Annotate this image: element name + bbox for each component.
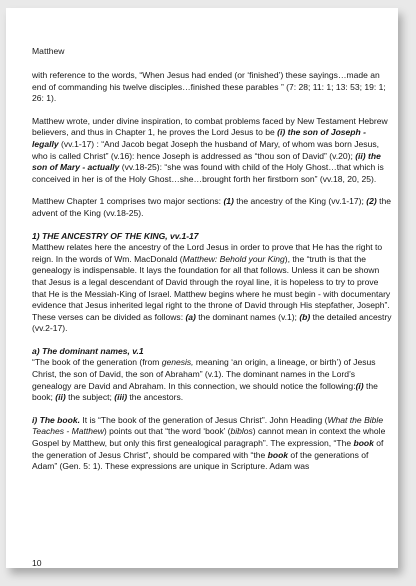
emphasis-run: (a) <box>185 311 196 322</box>
emphasis-run: biblos <box>230 426 253 437</box>
page-body <box>32 70 392 473</box>
book-page <box>6 8 398 568</box>
emphasis-run: (i) <box>355 380 364 391</box>
emphasis-run: i) The book. <box>32 414 80 425</box>
paragraph <box>32 242 392 335</box>
paragraph <box>32 70 392 105</box>
paragraph <box>32 357 392 403</box>
text-run: ), the “truth is that the genealogy is indispensable. It lays the foundation for all that follows. Unless it can be shown that Jesus is a legal descendant of David through the royal line, it is hopeless to try to prove that He is the Messiah-King of Israel. Matthew begins where he must begin - with documentary evidence that Jesus inherited legal right to the throne of David through His stepfather, Joseph”. These verses can be divided as follows: <box>32 253 391 322</box>
text-run: Matthew relates here the ancestry of the Lord Jesus in order to prove that He has the right to reign. In the words of Wm. MacDonald ( <box>32 242 383 264</box>
text-run: (vv.18-25): “she was found with child of the Holy Ghost…that which is conceived in her is of the Holy Ghost…she…brought forth her firstborn son” (vv.18, 20, 25). <box>32 162 384 184</box>
text-run: of the generation of Jesus Christ”, should be compared with “the <box>32 438 384 460</box>
emphasis-run: (ii) the son of Mary - actually <box>32 150 381 173</box>
text-run: “The book of the generation (from <box>32 357 162 368</box>
text-run: of the generations of Adam” (Gen. 5: 1). These expressions are unique in Scripture. Adam was <box>32 449 369 472</box>
emphasis-run: Matthew: Behold your King <box>182 253 285 264</box>
text-run: ) cannot mean in context the whole Gospel by Matthew, but only this first genealogical paragraph”. The expression, “The <box>32 426 386 449</box>
text-run: the detailed ancestry (vv.2-17). <box>32 311 392 334</box>
text-run: the advent of the King (vv.18-25). <box>32 196 391 218</box>
section-heading: 1) THE ANCESTRY OF THE KING, vv.1-17 <box>32 230 199 241</box>
paragraph <box>32 196 392 219</box>
text-run: the dominant names (v.1); <box>195 311 300 322</box>
paragraph <box>32 415 392 473</box>
text-run: ) points out that “the word ‘book’ ( <box>103 426 231 437</box>
emphasis-run: (2) <box>366 196 377 207</box>
text-run: the book; <box>32 380 378 403</box>
text-run: Matthew Chapter 1 comprises two major sections: <box>32 196 224 207</box>
paragraph <box>32 116 392 186</box>
emphasis-run: (b) <box>299 311 311 322</box>
subsection-heading: a) The dominant names, v.1 <box>32 345 144 356</box>
page-number: 10 <box>32 558 42 568</box>
emphasis-run: (1) <box>223 196 234 207</box>
text-run: meaning ‘an origin, a lineage, or birth’) of Jesus Christ, the son of David, the son of Abraham” (v.1). The dominant names in the Lord’s genealogy are David and Abraham. In this connection, we should notice the following: <box>32 357 376 391</box>
text-run: the ancestry of the King (vv.1-17); <box>233 196 367 207</box>
text-run: It is “The book of the generation of Jesus Christ”. John Heading ( <box>79 414 328 425</box>
text-run: Matthew wrote, under divine inspiration, to combat problems faced by New Testament Hebrew believers, and thus in Chapter 1, he proves the Lord Jesus to be <box>32 115 388 138</box>
running-title: Matthew <box>32 46 65 56</box>
text-run: the subject; <box>65 392 115 403</box>
emphasis-run: (ii) <box>55 392 66 403</box>
text-run: (vv.1-17) : “And Jacob begat Joseph the husband of Mary, of whom was born Jesus, who is called Christ” (v.16): hence Joseph is addressed as “thou son of David” (v.20); <box>32 138 379 161</box>
emphasis-run: (i) the son of Joseph - legally <box>32 127 366 149</box>
text-run: the ancestors. <box>127 392 184 403</box>
text-run: with reference to the words, “When Jesus had ended (or ‘finished’) these sayings…made an end of commanding his twelve disciples…finished these parables ” (7: 28; 11: 1; 13: 53; 19: 1; 26: 1). <box>32 70 386 104</box>
emphasis-run: book <box>267 449 289 460</box>
emphasis-run: book <box>353 438 374 449</box>
emphasis-run: (iii) <box>114 392 128 403</box>
emphasis-run: What the Bible Teaches - Matthew <box>32 414 384 437</box>
emphasis-run: genesis, <box>161 357 194 368</box>
